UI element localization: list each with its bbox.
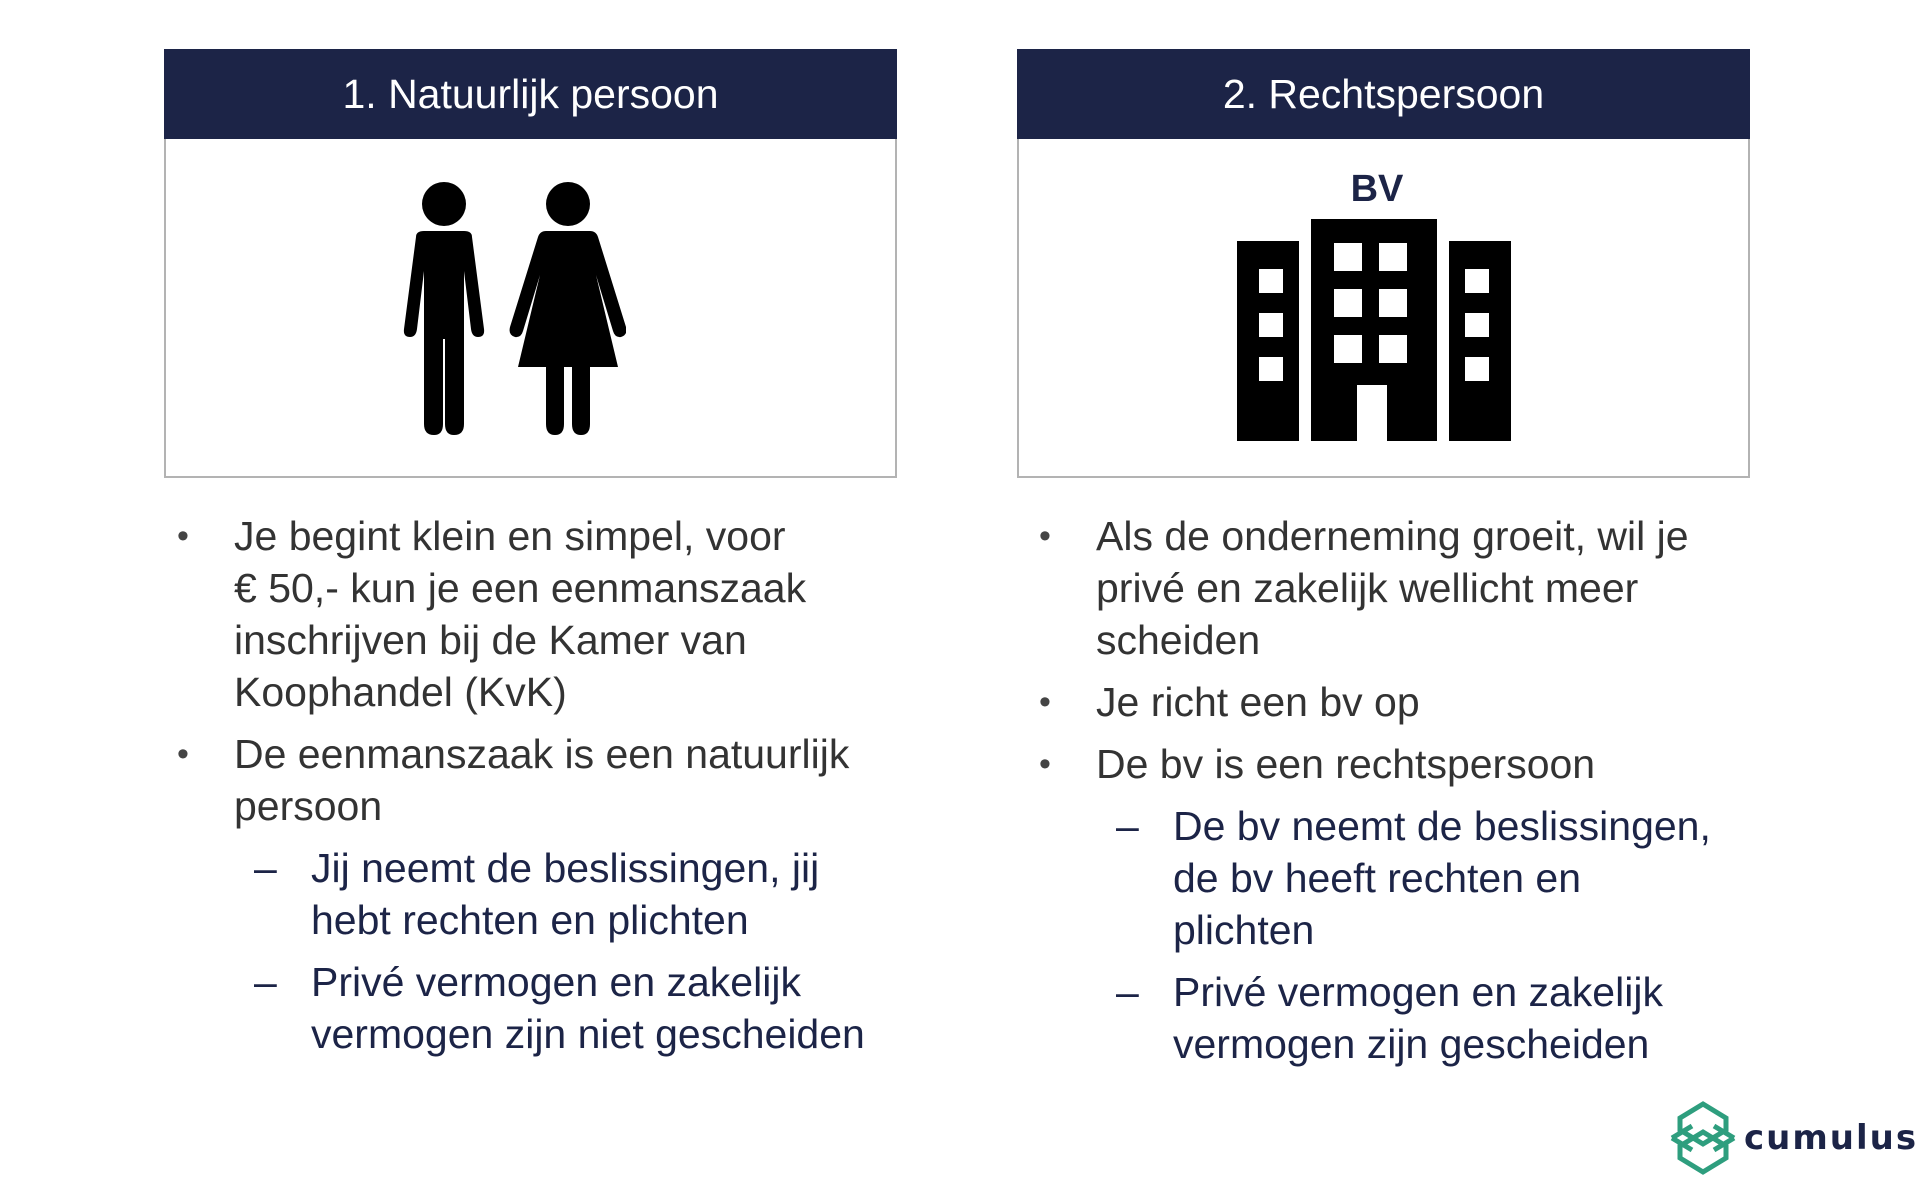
sub-bullet-item <box>1032 966 1792 1070</box>
natural-person-card <box>164 49 897 478</box>
sub-bullet-line: Jij neemt de beslissingen, jij <box>311 845 820 891</box>
bullet-item <box>170 728 910 832</box>
bullet-item <box>1032 676 1792 728</box>
sub-bullet-marker: – <box>254 959 277 1005</box>
sub-bullet-line: vermogen zijn niet gescheiden <box>311 1011 865 1057</box>
bullet-item <box>1032 510 1792 666</box>
sub-bullet-line: de bv heeft rechten en <box>1173 855 1582 901</box>
bullet-line: Je begint klein en simpel, voor <box>234 513 786 559</box>
bullet-line: € 50,- kun je een eenmanszaak <box>234 565 807 611</box>
bullet-line: Je richt een bv op <box>1096 679 1420 725</box>
sub-bullet-line: Privé vermogen en zakelijk <box>311 959 801 1005</box>
legal-entity-card-title: 2. Rechtspersoon <box>1017 49 1750 139</box>
office-building-icon <box>1237 159 1517 449</box>
bullet-item <box>1032 738 1792 790</box>
bullet-marker: • <box>1039 745 1051 783</box>
man-woman-icon <box>396 179 626 439</box>
bullet-marker: • <box>1039 517 1051 555</box>
legal-entity-text <box>1032 510 1792 1080</box>
sub-bullet-line: vermogen zijn gescheiden <box>1173 1021 1650 1067</box>
sub-bullet-line: hebt rechten en plichten <box>311 897 749 943</box>
building-label: BV <box>1350 168 1404 210</box>
bullet-line: Als de onderneming groeit, wil je <box>1096 513 1689 559</box>
bullet-line: scheiden <box>1096 617 1261 663</box>
natural-person-text <box>170 510 910 1070</box>
sub-bullet-item <box>1032 800 1792 956</box>
sub-bullet-item <box>170 842 910 946</box>
bullet-marker: • <box>177 735 189 773</box>
sub-bullet-line: Privé vermogen en zakelijk <box>1173 969 1663 1015</box>
sub-bullet-item <box>170 956 910 1060</box>
sub-bullet-line: plichten <box>1173 907 1315 953</box>
bullet-line: privé en zakelijk wellicht meer <box>1096 565 1639 611</box>
sub-bullet-marker: – <box>1116 803 1139 849</box>
bullet-line: persoon <box>234 783 383 829</box>
bullet-line: Koophandel (KvK) <box>234 669 567 715</box>
bullet-line: De eenmanszaak is een natuurlijk <box>234 731 850 777</box>
natural-person-card-title: 1. Natuurlijk persoon <box>164 49 897 139</box>
legal-entity-card <box>1017 49 1750 478</box>
cumulus-logo-mark-icon <box>1668 1100 1738 1176</box>
bullet-line: De bv is een rechtspersoon <box>1096 741 1596 787</box>
natural-person-card-body <box>166 139 895 474</box>
cumulus-logo-text: cumulus <box>1744 1118 1919 1158</box>
sub-bullet-marker: – <box>1116 969 1139 1015</box>
bullet-marker: • <box>1039 683 1051 721</box>
sub-bullet-marker: – <box>254 845 277 891</box>
bullet-marker: • <box>177 517 189 555</box>
legal-entity-card-body <box>1019 139 1748 474</box>
bullet-item <box>170 510 910 718</box>
sub-bullet-line: De bv neemt de beslissingen, <box>1173 803 1711 849</box>
bullet-line: inschrijven bij de Kamer van <box>234 617 747 663</box>
cumulus-logo <box>1668 1100 1918 1176</box>
